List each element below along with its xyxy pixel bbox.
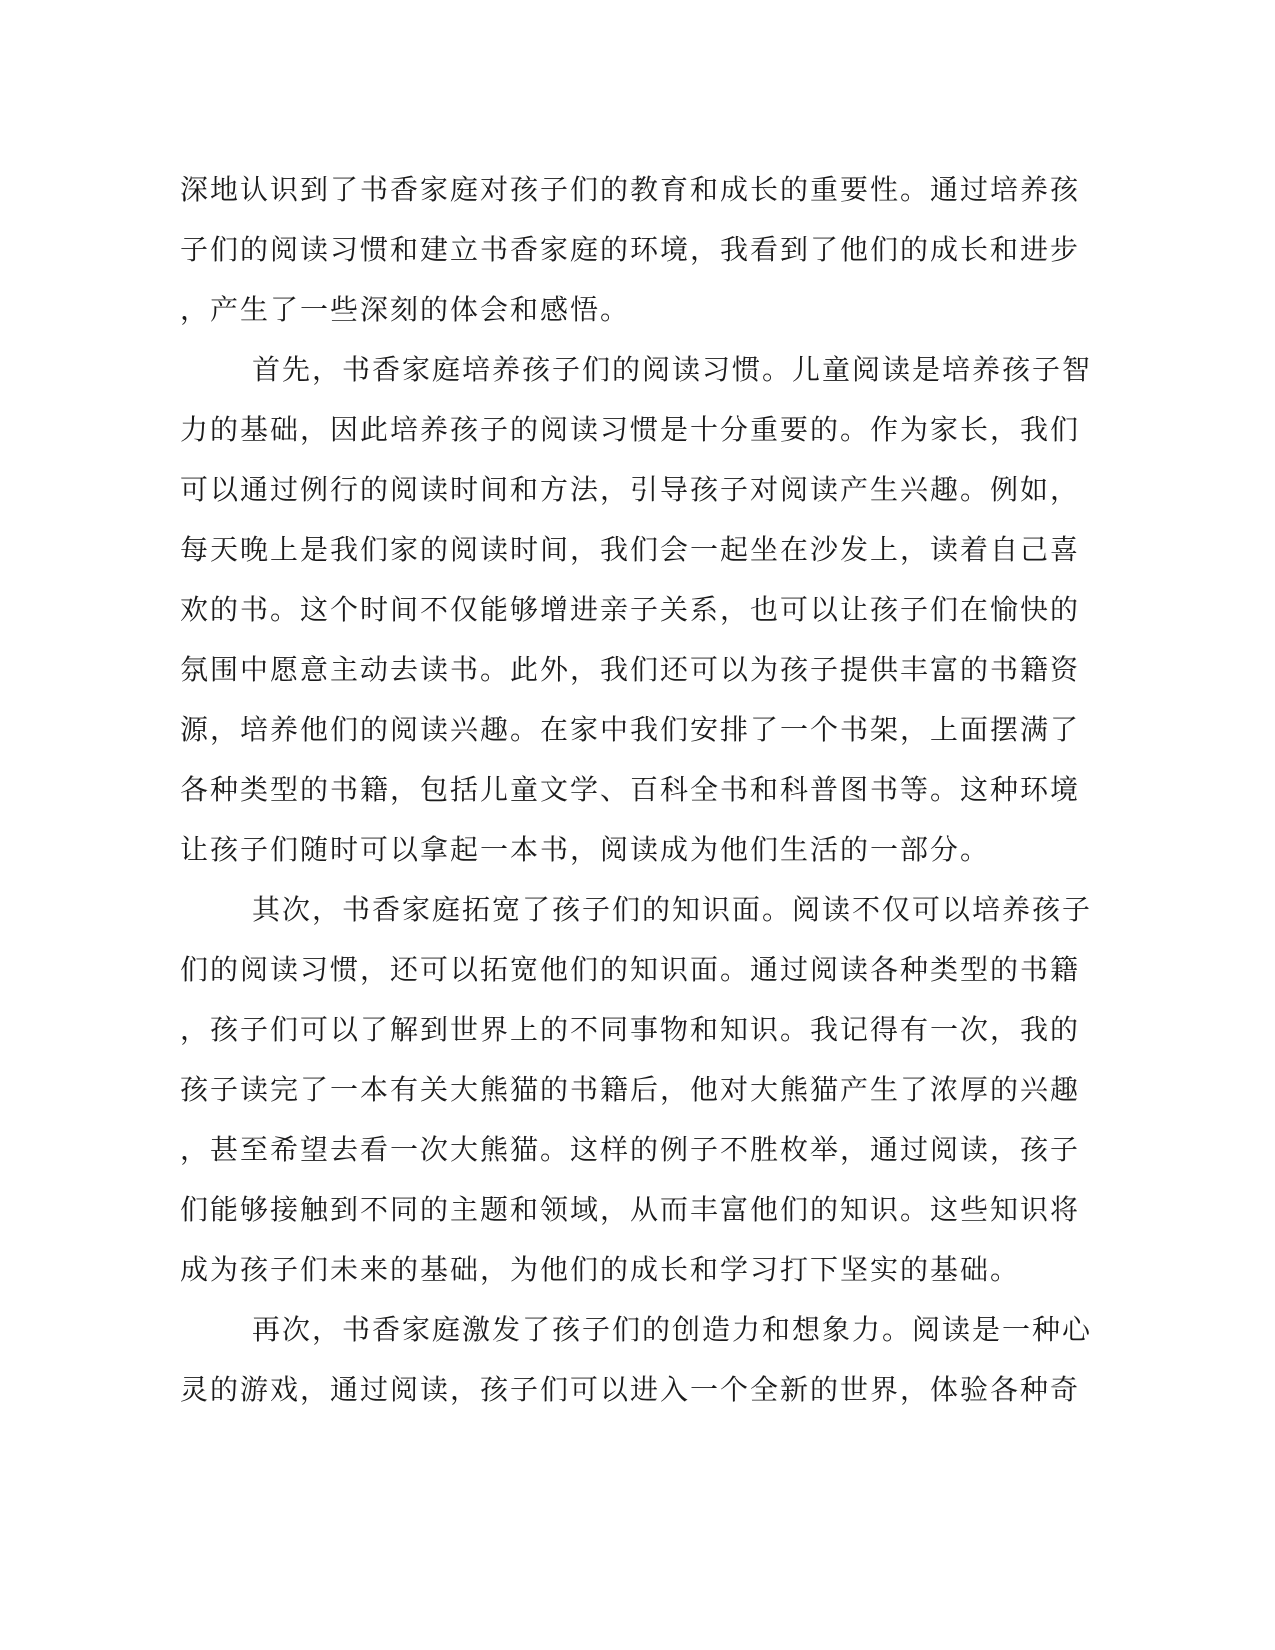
text-line: 孩子读完了一本有关大熊猫的书籍后，他对大熊猫产生了浓厚的兴趣 [180,1073,1081,1106]
text-line: 子们的阅读习惯和建立书香家庭的环境，我看到了他们的成长和进步 [180,233,1081,266]
text-line: 氛围中愿意主动去读书。此外，我们还可以为孩子提供丰富的书籍资 [180,653,1081,686]
text-line: ，产生了一些深刻的体会和感悟。 [180,293,631,326]
text-line: 每天晚上是我们家的阅读时间，我们会一起坐在沙发上，读着自己喜 [180,533,1081,566]
text-line: 各种类型的书籍，包括儿童文学、百科全书和科普图书等。这种环境 [180,773,1081,806]
text-line: ，孩子们可以了解到世界上的不同事物和知识。我记得有一次，我的 [180,1013,1081,1046]
paragraph-first-line: 其次，书香家庭拓宽了孩子们的知识面。阅读不仅可以培养孩子 [252,893,1093,926]
text-line: 们能够接触到不同的主题和领域，从而丰富他们的知识。这些知识将 [180,1193,1081,1226]
text-line: 们的阅读习惯，还可以拓宽他们的知识面。通过阅读各种类型的书籍 [180,953,1081,986]
text-line: 灵的游戏，通过阅读，孩子们可以进入一个全新的世界，体验各种奇 [180,1373,1081,1406]
text-line: 源，培养他们的阅读兴趣。在家中我们安排了一个书架，上面摆满了 [180,713,1081,746]
text-line: 可以通过例行的阅读时间和方法，引导孩子对阅读产生兴趣。例如， [180,473,1081,506]
text-line: 力的基础，因此培养孩子的阅读习惯是十分重要的。作为家长，我们 [180,413,1081,446]
text-line: 深地认识到了书香家庭对孩子们的教育和成长的重要性。通过培养孩 [180,173,1081,206]
text-line: 欢的书。这个时间不仅能够增进亲子关系，也可以让孩子们在愉快的 [180,593,1081,626]
body-text [180,160,1093,1420]
paragraph-first-line: 首先，书香家庭培养孩子们的阅读习惯。儿童阅读是培养孩子智 [252,353,1093,386]
text-line: 成为孩子们未来的基础，为他们的成长和学习打下坚实的基础。 [180,1253,1021,1286]
text-line: 让孩子们随时可以拿起一本书，阅读成为他们生活的一部分。 [180,833,991,866]
paragraph-first-line: 再次，书香家庭激发了孩子们的创造力和想象力。阅读是一种心 [252,1313,1093,1346]
text-line: ，甚至希望去看一次大熊猫。这样的例子不胜枚举，通过阅读，孩子 [180,1133,1081,1166]
